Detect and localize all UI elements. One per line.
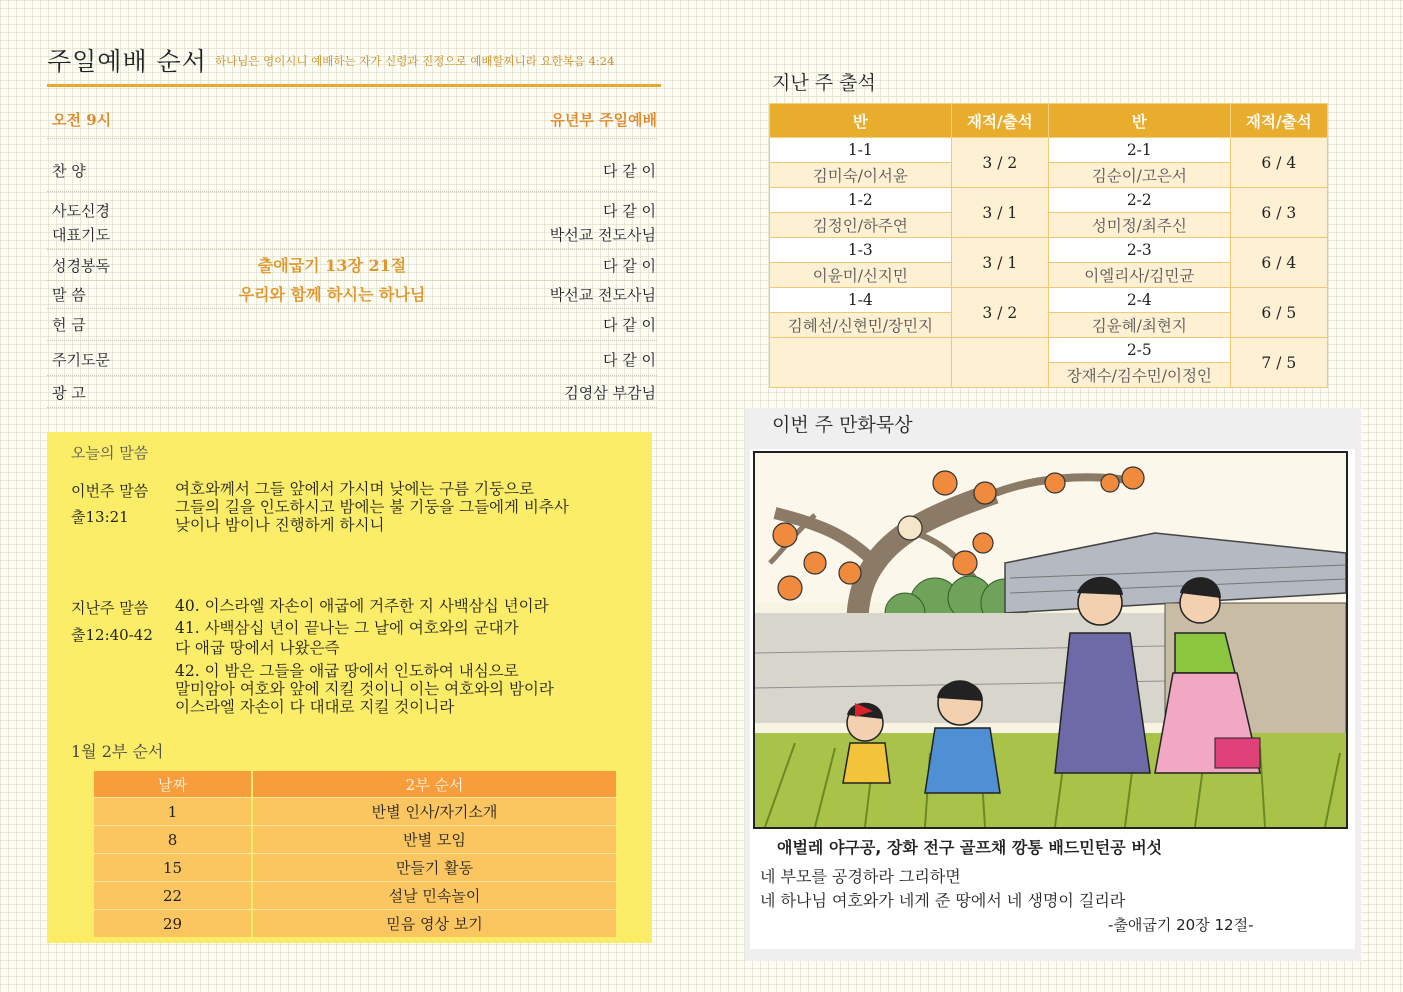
table-row xyxy=(770,238,1328,263)
order-leader: 박선교 전도사님 xyxy=(549,286,656,304)
family-walk-illustration xyxy=(755,453,1346,827)
scripture-reference: 출애굽기 13장 21절 xyxy=(257,256,407,275)
divider xyxy=(47,280,657,281)
column-header-date: 날짜 xyxy=(94,771,252,798)
last-week-verse-line: 41. 사백삼십 년이 끝나는 그 날에 여호와의 군대가 xyxy=(175,619,519,637)
table-row xyxy=(770,338,1328,363)
cartoon-verse-reference: -출애굽기 20장 12절- xyxy=(1108,916,1254,934)
class-count: 6 / 5 xyxy=(1230,288,1327,338)
class-name: 2-3 xyxy=(1048,238,1230,263)
teacher-names: 김미숙/이서윤 xyxy=(770,163,952,188)
attendance-table xyxy=(769,103,1328,388)
class-count: 3 / 2 xyxy=(951,138,1048,188)
order-row xyxy=(52,200,656,222)
class-count: 3 / 2 xyxy=(951,288,1048,338)
january-program-table xyxy=(94,771,616,937)
class-count: 6 / 4 xyxy=(1230,138,1327,188)
cartoon-heading: 이번 주 만화묵상 xyxy=(772,414,913,436)
order-label: 말 씀 xyxy=(52,286,86,304)
table-row xyxy=(770,288,1328,313)
teacher-names: 김순이/고은서 xyxy=(1048,163,1230,188)
teacher-names: 이윤미/신지민 xyxy=(770,263,952,288)
divider xyxy=(47,340,657,341)
service-theme-verse: 하나님은 영이시니 예배하는 자가 신령과 진정으로 예배할찌니라 요한복음 4:24 xyxy=(215,54,615,68)
table-row xyxy=(770,188,1328,213)
program-date: 22 xyxy=(94,882,252,910)
teacher-names: 성미정/최주신 xyxy=(1048,213,1230,238)
last-week-verse-line: 42. 이 밤은 그들을 애굽 땅에서 인도하여 내심으로 xyxy=(175,662,519,680)
class-name: 2-1 xyxy=(1048,138,1230,163)
cartoon-verse-line: 네 부모를 공경하라 그리하면 xyxy=(760,867,961,886)
divider xyxy=(47,375,657,376)
attendance-heading: 지난 주 출석 xyxy=(772,72,876,94)
divider xyxy=(47,249,657,250)
order-row xyxy=(52,224,656,246)
column-header-count: 재적/출석 xyxy=(1230,104,1327,138)
last-week-verse-line: 말미암아 여호와 앞에 지킬 것이니 이는 여호와의 밤이라 xyxy=(175,680,554,698)
class-count: 7 / 5 xyxy=(1230,338,1327,388)
empty-cell xyxy=(951,338,1048,388)
this-week-label: 이번주 말씀 xyxy=(71,482,149,500)
program-activity: 믿음 영상 보기 xyxy=(252,910,616,938)
cartoon-verse-line: 네 하나님 여호와가 네게 준 땅에서 네 생명이 길리라 xyxy=(760,891,1126,910)
title-underline xyxy=(47,84,661,87)
program-date: 29 xyxy=(94,910,252,938)
program-date: 15 xyxy=(94,854,252,882)
cartoon-illustration xyxy=(753,451,1348,829)
table-row xyxy=(94,798,616,826)
class-count: 3 / 1 xyxy=(951,188,1048,238)
order-label: 주기도문 xyxy=(52,351,110,369)
this-week-verse-line: 여호와께서 그들 앞에서 가시며 낮에는 구름 기둥으로 xyxy=(175,480,534,498)
table-row xyxy=(770,138,1328,163)
program-date: 8 xyxy=(94,826,252,854)
last-week-reference: 출12:40-42 xyxy=(71,626,153,644)
order-row xyxy=(52,284,656,306)
divider xyxy=(47,138,657,139)
column-header-program: 2부 순서 xyxy=(252,771,616,798)
teacher-names: 장재수/김수민/이정인 xyxy=(1048,363,1230,388)
divider xyxy=(47,308,657,309)
teacher-names: 김혜선/신현민/장민지 xyxy=(770,313,952,338)
order-leader: 박선교 전도사님 xyxy=(549,226,656,244)
order-label: 찬 양 xyxy=(52,162,86,180)
last-week-verse-line: 40. 이스라엘 자손이 애굽에 거주한 지 사백삼십 년이라 xyxy=(175,597,549,615)
class-count: 6 / 4 xyxy=(1230,238,1327,288)
table-row xyxy=(94,910,616,938)
hidden-objects-caption: 애벌레 야구공, 장화 전구 골프채 깡통 배드민턴공 버섯 xyxy=(777,838,1163,857)
last-week-verse-line: 이스라엘 자손이 다 대대로 지킬 것이니라 xyxy=(175,698,455,716)
order-label: 성경봉독 xyxy=(52,257,110,275)
service-time: 오전 9시 xyxy=(52,111,112,129)
order-leader: 다 같 이 xyxy=(602,162,656,180)
order-row xyxy=(52,255,656,277)
order-leader: 다 같 이 xyxy=(602,351,656,369)
word-heading: 오늘의 말씀 xyxy=(71,444,149,462)
program-date: 1 xyxy=(94,798,252,826)
class-name: 1-4 xyxy=(770,288,952,313)
january-program-heading: 1월 2부 순서 xyxy=(71,742,164,761)
last-week-verse-line: 다 애굽 땅에서 나왔은즉 xyxy=(175,639,340,657)
program-activity: 반별 모임 xyxy=(252,826,616,854)
this-week-verse-line: 그들의 길을 인도하시고 밤에는 불 기둥을 그들에게 비추사 xyxy=(175,498,569,516)
order-row xyxy=(52,349,656,371)
program-activity: 반별 인사/자기소개 xyxy=(252,798,616,826)
teacher-names: 김정인/하주연 xyxy=(770,213,952,238)
class-name: 2-2 xyxy=(1048,188,1230,213)
order-leader: 김영삼 부감님 xyxy=(564,384,656,402)
order-row xyxy=(52,160,656,182)
last-week-label: 지난주 말씀 xyxy=(71,599,149,617)
column-header-count: 재적/출석 xyxy=(951,104,1048,138)
class-name: 2-5 xyxy=(1048,338,1230,363)
class-name: 1-2 xyxy=(770,188,952,213)
table-header-row xyxy=(94,771,616,798)
sermon-title: 우리와 함께 하시는 하나님 xyxy=(238,285,426,304)
class-count: 3 / 1 xyxy=(951,238,1048,288)
class-count: 6 / 3 xyxy=(1230,188,1327,238)
order-row xyxy=(52,382,656,404)
divider xyxy=(47,407,657,408)
this-week-verse-line: 낮이나 밤이나 진행하게 하시니 xyxy=(175,516,385,534)
this-week-reference: 출13:21 xyxy=(71,508,129,526)
column-header-class: 반 xyxy=(1048,104,1230,138)
table-header-row xyxy=(770,104,1328,138)
word-panel xyxy=(47,432,652,943)
column-header-class: 반 xyxy=(770,104,952,138)
order-label: 광 고 xyxy=(52,384,86,402)
table-row xyxy=(94,854,616,882)
service-title: 주일예배 순서 xyxy=(47,47,207,76)
order-leader: 다 같 이 xyxy=(602,316,656,334)
order-leader: 다 같 이 xyxy=(602,257,656,275)
teacher-names: 김윤혜/최현지 xyxy=(1048,313,1230,338)
class-name: 1-1 xyxy=(770,138,952,163)
divider xyxy=(47,191,657,192)
table-row xyxy=(94,882,616,910)
order-label: 대표기도 xyxy=(52,226,110,244)
program-activity: 설날 민속놀이 xyxy=(252,882,616,910)
order-label: 헌 금 xyxy=(52,316,86,334)
teacher-names: 이엘리사/김민균 xyxy=(1048,263,1230,288)
order-row xyxy=(52,314,656,336)
class-name: 2-4 xyxy=(1048,288,1230,313)
table-row xyxy=(94,826,616,854)
program-activity: 만들기 활동 xyxy=(252,854,616,882)
empty-cell xyxy=(770,338,952,388)
service-name: 유년부 주일예배 xyxy=(550,111,657,129)
order-label: 사도신경 xyxy=(52,202,110,220)
class-name: 1-3 xyxy=(770,238,952,263)
order-leader: 다 같 이 xyxy=(602,202,656,220)
